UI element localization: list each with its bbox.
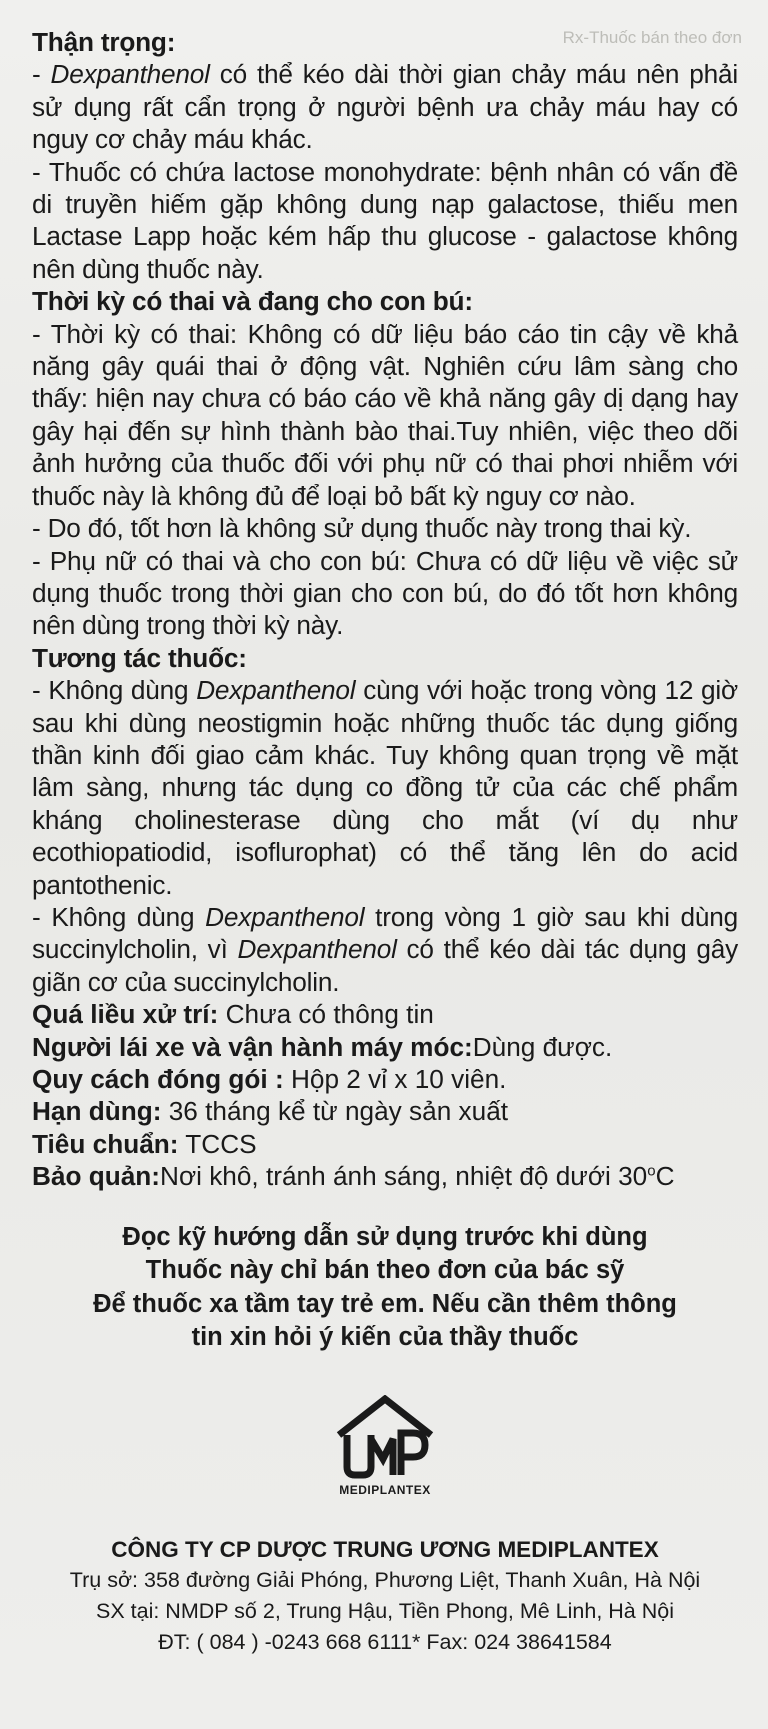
precautions-title: Thận trọng: (32, 27, 176, 57)
pregnancy-title: Thời kỳ có thai và đang cho con bú: (32, 286, 473, 317)
company-logo (32, 1395, 738, 1497)
interactions-para-1: - Không dùng Dexpanthenol cùng với hoặc trong vòng 12 giờ sau khi dùng neostigmin hoặc những thuốc tác dụng giống thần kinh đối giao cảm khác. Tuy không quan trọng về mặt lâm sàng, nhưng tác dụng co đồng tử của các chế phẩm kháng cholinesterase dùng cho mắt (ví dụ như ecothiopatiodid, isoflurophat) có thể tăng lên do acid pantothenic. (32, 675, 738, 900)
pregnancy-para-2: - Do đó, tốt hơn là không sử dụng thuốc này trong thai kỳ. (32, 513, 692, 544)
company-contact: ĐT: ( 084 ) -0243 668 6111* Fax: 024 38641584 (158, 1629, 612, 1654)
notice-line-3: Để thuốc xa tầm tay trẻ em. Nếu cần thêm thông (93, 1289, 677, 1318)
header-ghost-text: Rx-Thuốc bán theo đơn (562, 28, 742, 47)
drug-name: Dexpanthenol (237, 934, 397, 965)
pregnancy-para-3: - Phụ nữ có thai và cho con bú: Chưa có dữ liệu về việc sử dụng thuốc trong thời gian cho con bú, do đó tốt hơn không nên dùng trong thời kỳ này. (32, 545, 738, 641)
interactions-section (32, 642, 738, 998)
mediplantex-logo-icon (333, 1395, 437, 1479)
factory-address: SX tại: NMDP số 2, Trung Hậu, Tiền Phong, Mê Linh, Hà Nội (95, 1598, 674, 1623)
logo-text: MEDIPLANTEX (339, 1482, 431, 1497)
driving-row: Người lái xe và vận hành máy móc:Dùng được. (32, 1031, 613, 1062)
drug-name: Dexpanthenol (205, 901, 365, 932)
drug-name: Dexpanthenol (196, 675, 356, 706)
interactions-para-2: - Không dùng Dexpanthenol trong vòng 1 giờ sau khi dùng succinylcholin, vì Dexpanthenol có thể kéo dài tác dụng gây giãn cơ của succinylcholin. (32, 901, 738, 997)
company-name: CÔNG TY CP DƯỢC TRUNG ƯƠNG MEDIPLANTEX (111, 1536, 659, 1562)
standard-row: Tiêu chuẩn: TCCS (32, 1128, 257, 1159)
precautions-section (32, 26, 738, 285)
pregnancy-para-1: - Thời kỳ có thai: Không có dữ liệu báo cáo tin cậy về khả năng gây quái thai ở động vật. Nghiên cứu lâm sàng cho thấy: hiện nay chưa có báo cáo về khả năng gây dị dạng hay gây hại đến sự hình thành bào thai.Tuy nhiên, việc theo dõi ảnh hưởng của thuốc đối với phụ nữ có thai phơi nhiễm với thuốc này là không đủ để loại bỏ bất kỳ nguy cơ nào. (32, 318, 738, 511)
company-footer (32, 1535, 738, 1658)
overdose-row: Quá liều xử trí: Chưa có thông tin (32, 999, 434, 1030)
precautions-para-1: - Dexpanthenol có thể kéo dài thời gian chảy máu nên phải sử dụng rất cẩn trọng ở người bệnh ưa chảy máu hay có nguy cơ chảy máu khác. (32, 59, 738, 155)
notice-line-4: tin xin hỏi ý kiến của thầy thuốc (191, 1323, 579, 1352)
expiry-row: Hạn dùng: 36 tháng kể từ ngày sản xuất (32, 1096, 509, 1127)
notice-line-1: Đọc kỹ hướng dẫn sử dụng trước khi dùng (122, 1222, 648, 1251)
notice-line-2: Thuốc này chỉ bán theo đơn của bác sỹ (145, 1256, 625, 1285)
interactions-title: Tương tác thuốc: (32, 642, 247, 673)
precautions-para-2: - Thuốc có chứa lactose monohydrate: bệnh nhân có vấn đề di truyền hiếm gặp không dung nạp galactose, thiếu men Lactase Lapp hoặc kém hấp thu glucose - galactose không nên dùng thuốc này. (32, 156, 738, 284)
pregnancy-section (32, 285, 738, 641)
packing-row: Quy cách đóng gói : Hộp 2 vỉ x 10 viên. (32, 1064, 507, 1094)
company-address: Trụ sở: 358 đường Giải Phóng, Phương Liệt, Thanh Xuân, Hà Nội (69, 1567, 701, 1592)
warning-notice (32, 1221, 738, 1355)
product-info (32, 998, 738, 1192)
storage-row: Bảo quản:Nơi khô, tránh ánh sáng, nhiệt độ dưới 30$^o$C (32, 1161, 675, 1192)
drug-name: Dexpanthenol (50, 59, 210, 90)
